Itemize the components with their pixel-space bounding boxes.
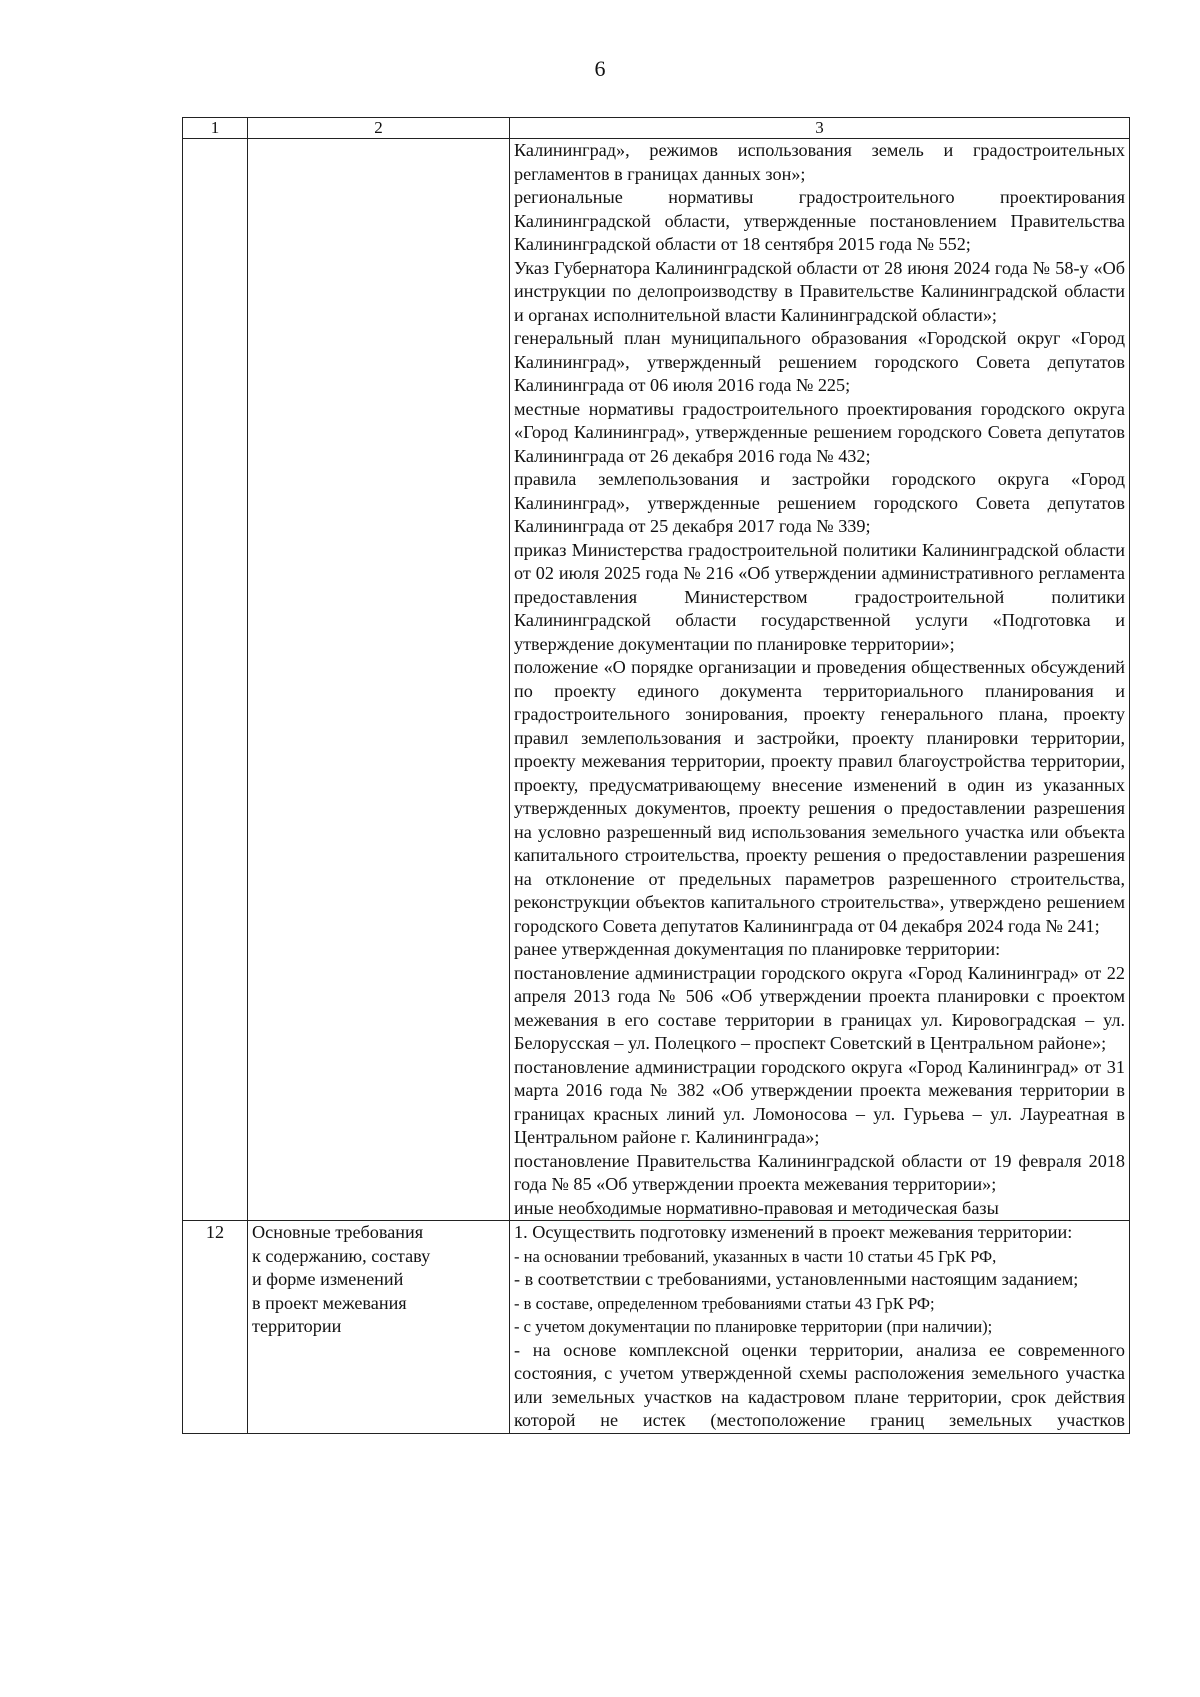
paragraph: региональные нормативы градостроительного проектирования Калининградской области, утвержденные постановлением Правительства Калининградской области от 18 сентября 2015 года № 552;	[514, 187, 1125, 254]
paragraph: иные необходимые нормативно-правовая и методическая базы	[514, 1197, 999, 1218]
paragraph: - с учетом документации по планировке территории (при наличии);	[514, 1317, 993, 1336]
row-title-cell	[248, 1221, 510, 1434]
paragraph: приказ Министерства градостроительной политики Калининградской области от 02 июля 2025 года № 216 «Об утверждении административного регламента предоставления Министерством градостроительной политики Калининградской области государственной услуги «Подготовка и утверждение документации по планировке территории»;	[514, 539, 1125, 654]
paragraph: - на основе комплексной оценки территории, анализа ее современного состояния, с учетом утвержденной схемы расположения земельного участка или земельных участков на кадастровом плане территории, срок действия которой не истек (местоположение границ земельных участков	[514, 1339, 1125, 1430]
paragraph: положение «О порядке организации и проведения общественных обсуждений по проекту единого документа территориального планирования и градостроительного зонирования, проекту генерального плана, проекту правил землепользования и застройки, проекту планировки территории, проекту межевания территории, проекту правил благоустройства территории, проекту, предусматривающему внесение изменений в один из указанных утвержденных документов, проекту решения о предоставлении разрешения на условно разрешенный вид использования земельного участка или объекта капитального строительства, проекту решения о предоставлении разрешения на отклонение от предельных параметров разрешенного строительства, реконструкции объектов капитального строительства», утверждено решением городского Совета депутатов Калининграда от 04 декабря 2024 года № 241;	[514, 657, 1125, 936]
paragraph: - в соответствии с требованиями, установленными настоящим заданием;	[514, 1269, 1079, 1289]
table-row-continued	[183, 139, 1130, 1221]
paragraph: постановление Правительства Калининградской области от 19 февраля 2018 года № 85 «Об утверждении проекта межевания территории»;	[514, 1150, 1125, 1194]
row-title-line: территории	[252, 1316, 342, 1336]
paragraph: правила землепользования и застройки городского округа «Город Калининград», утвержденные решением городского Совета депутатов Калининграда от 25 декабря 2017 года № 339;	[514, 469, 1125, 536]
paragraph: постановление администрации городского округа «Город Калининград» от 31 марта 2016 года № 382 «Об утверждении проекта межевания территории в границах красных линий ул. Ломоносова – ул. Гурьева – ул. Лауреатная в Центральном районе г. Калининграда»;	[514, 1056, 1125, 1147]
requirements-table	[182, 117, 1130, 1434]
row-title-line: к содержанию, составу	[252, 1245, 431, 1266]
paragraph: Указ Губернатора Калининградской области от 28 июня 2024 года № 58-у «Об инструкции по делопроизводству в Правительстве Калининградской области и органах исполнительной власти Калининградской области»;	[514, 257, 1125, 325]
table-row-12	[183, 1221, 1130, 1434]
paragraph: постановление администрации городского округа «Город Калининград» от 22 апреля 2013 года № 506 «Об утверждении проекта планировки с проектом межевания в его составе территории в границах ул. Кировоградская – ул. Белорусская – ул. Полецкого – проспект Советский в Центральном районе»;	[514, 962, 1125, 1053]
paragraph: - на основании требований, указанных в части 10 статьи 45 ГрК РФ,	[514, 1246, 997, 1266]
row-title-cell	[248, 139, 510, 1221]
row-title-line: и форме изменений	[252, 1269, 404, 1289]
row-title-line: Основные требования	[252, 1222, 424, 1242]
header-cell-3: 3	[510, 118, 1130, 139]
table-header-row	[183, 118, 1130, 139]
row-number-cell	[183, 139, 248, 1221]
paragraph: 1. Осуществить подготовку изменений в проект межевания территории:	[514, 1222, 1073, 1242]
paragraph: - в составе, определенном требованиями статьи 43 ГрК РФ;	[514, 1293, 935, 1313]
header-cell-2: 2	[248, 118, 510, 139]
header-cell-1: 1	[183, 118, 248, 139]
paragraph: местные нормативы градостроительного проектирования городского округа «Город Калининград», утвержденные решением городского Совета депутатов Калининграда от 26 декабря 2016 года № 432;	[514, 398, 1125, 466]
paragraph: генеральный план муниципального образования «Городской округ «Город Калининград», утвержденный решением городского Совета депутатов Калининграда от 06 июля 2016 года № 225;	[514, 328, 1125, 395]
row-content-cell	[510, 1221, 1130, 1434]
paragraph: Калининград», режимов использования земель и градостроительных регламентов в границах данных зон»;	[514, 140, 1125, 184]
row-title-line: в проект межевания	[252, 1292, 407, 1313]
page-number: 6	[594, 56, 606, 81]
paragraph: ранее утвержденная документация по планировке территории:	[514, 939, 1001, 959]
row-number-cell: 12	[183, 1221, 248, 1434]
row-content-cell	[510, 139, 1130, 1221]
